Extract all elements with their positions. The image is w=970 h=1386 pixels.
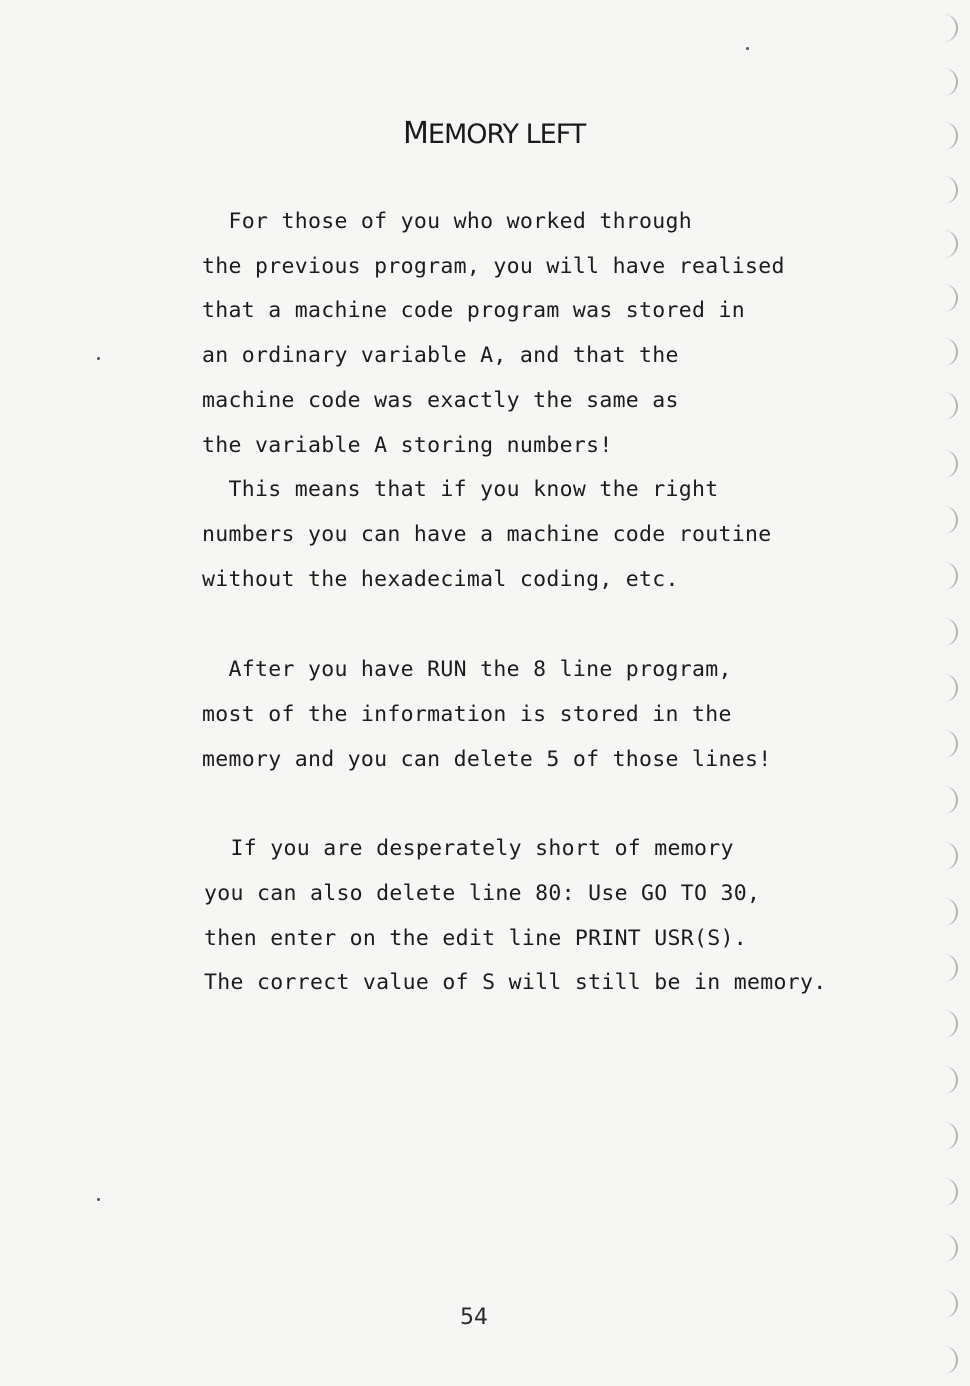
binding-hole <box>936 842 958 870</box>
p1-line-6: the variable A storing numbers! <box>202 433 613 458</box>
binding-hole <box>936 284 958 312</box>
binding-hole <box>936 562 958 590</box>
binding-hole <box>936 230 958 258</box>
speck <box>97 357 100 360</box>
page-number: 54 <box>460 1305 488 1330</box>
p1-line-2: the previous program, you will have realised <box>202 254 785 279</box>
binding-hole <box>936 1178 958 1206</box>
p4-line-1: If you are desperately short of memory <box>204 836 734 861</box>
binding-hole <box>936 674 958 702</box>
p2-line-2: numbers you can have a machine code routine <box>202 522 772 547</box>
binding-hole <box>936 954 958 982</box>
binding-hole <box>936 176 958 204</box>
binding-hole <box>936 1346 958 1374</box>
p4-line-2: you can also delete line 80: Use GO TO 30, <box>204 881 761 906</box>
title-initial: M <box>403 116 428 151</box>
p2-line-1: This means that if you know the right <box>202 477 719 502</box>
p2-line-3: without the hexadecimal coding, etc. <box>202 567 679 592</box>
binding-hole <box>936 898 958 926</box>
binding-hole <box>936 1234 958 1262</box>
binding-hole <box>936 338 958 366</box>
speck <box>746 47 749 50</box>
binding-hole <box>936 786 958 814</box>
p1-line-5: machine code was exactly the same as <box>202 388 679 413</box>
binding-holes <box>930 0 960 1386</box>
binding-hole <box>936 68 958 96</box>
title-rest: EMORY LEFT <box>427 119 586 150</box>
p3-line-2: most of the information is stored in the <box>202 702 732 727</box>
binding-hole <box>936 1010 958 1038</box>
binding-hole <box>936 122 958 150</box>
binding-hole <box>936 1122 958 1150</box>
p1-line-3: that a machine code program was stored in <box>202 298 746 323</box>
speck <box>97 1198 100 1201</box>
p1-line-4: an ordinary variable A, and that the <box>202 343 679 368</box>
binding-hole <box>936 1066 958 1094</box>
p4-line-4: The correct value of S will still be in memory. <box>204 970 827 995</box>
p4-line-3: then enter on the edit line PRINT USR(S). <box>204 926 748 951</box>
p3-line-1: After you have RUN the 8 line program, <box>202 657 732 682</box>
binding-hole <box>936 618 958 646</box>
binding-hole <box>936 730 958 758</box>
binding-hole <box>936 450 958 478</box>
p3-line-3: memory and you can delete 5 of those lines! <box>202 747 772 772</box>
binding-hole <box>936 392 958 420</box>
binding-hole <box>936 506 958 534</box>
binding-hole <box>936 1290 958 1318</box>
page-title <box>403 116 585 151</box>
binding-hole <box>936 14 958 42</box>
p1-line-1: For those of you who worked through <box>202 209 693 234</box>
